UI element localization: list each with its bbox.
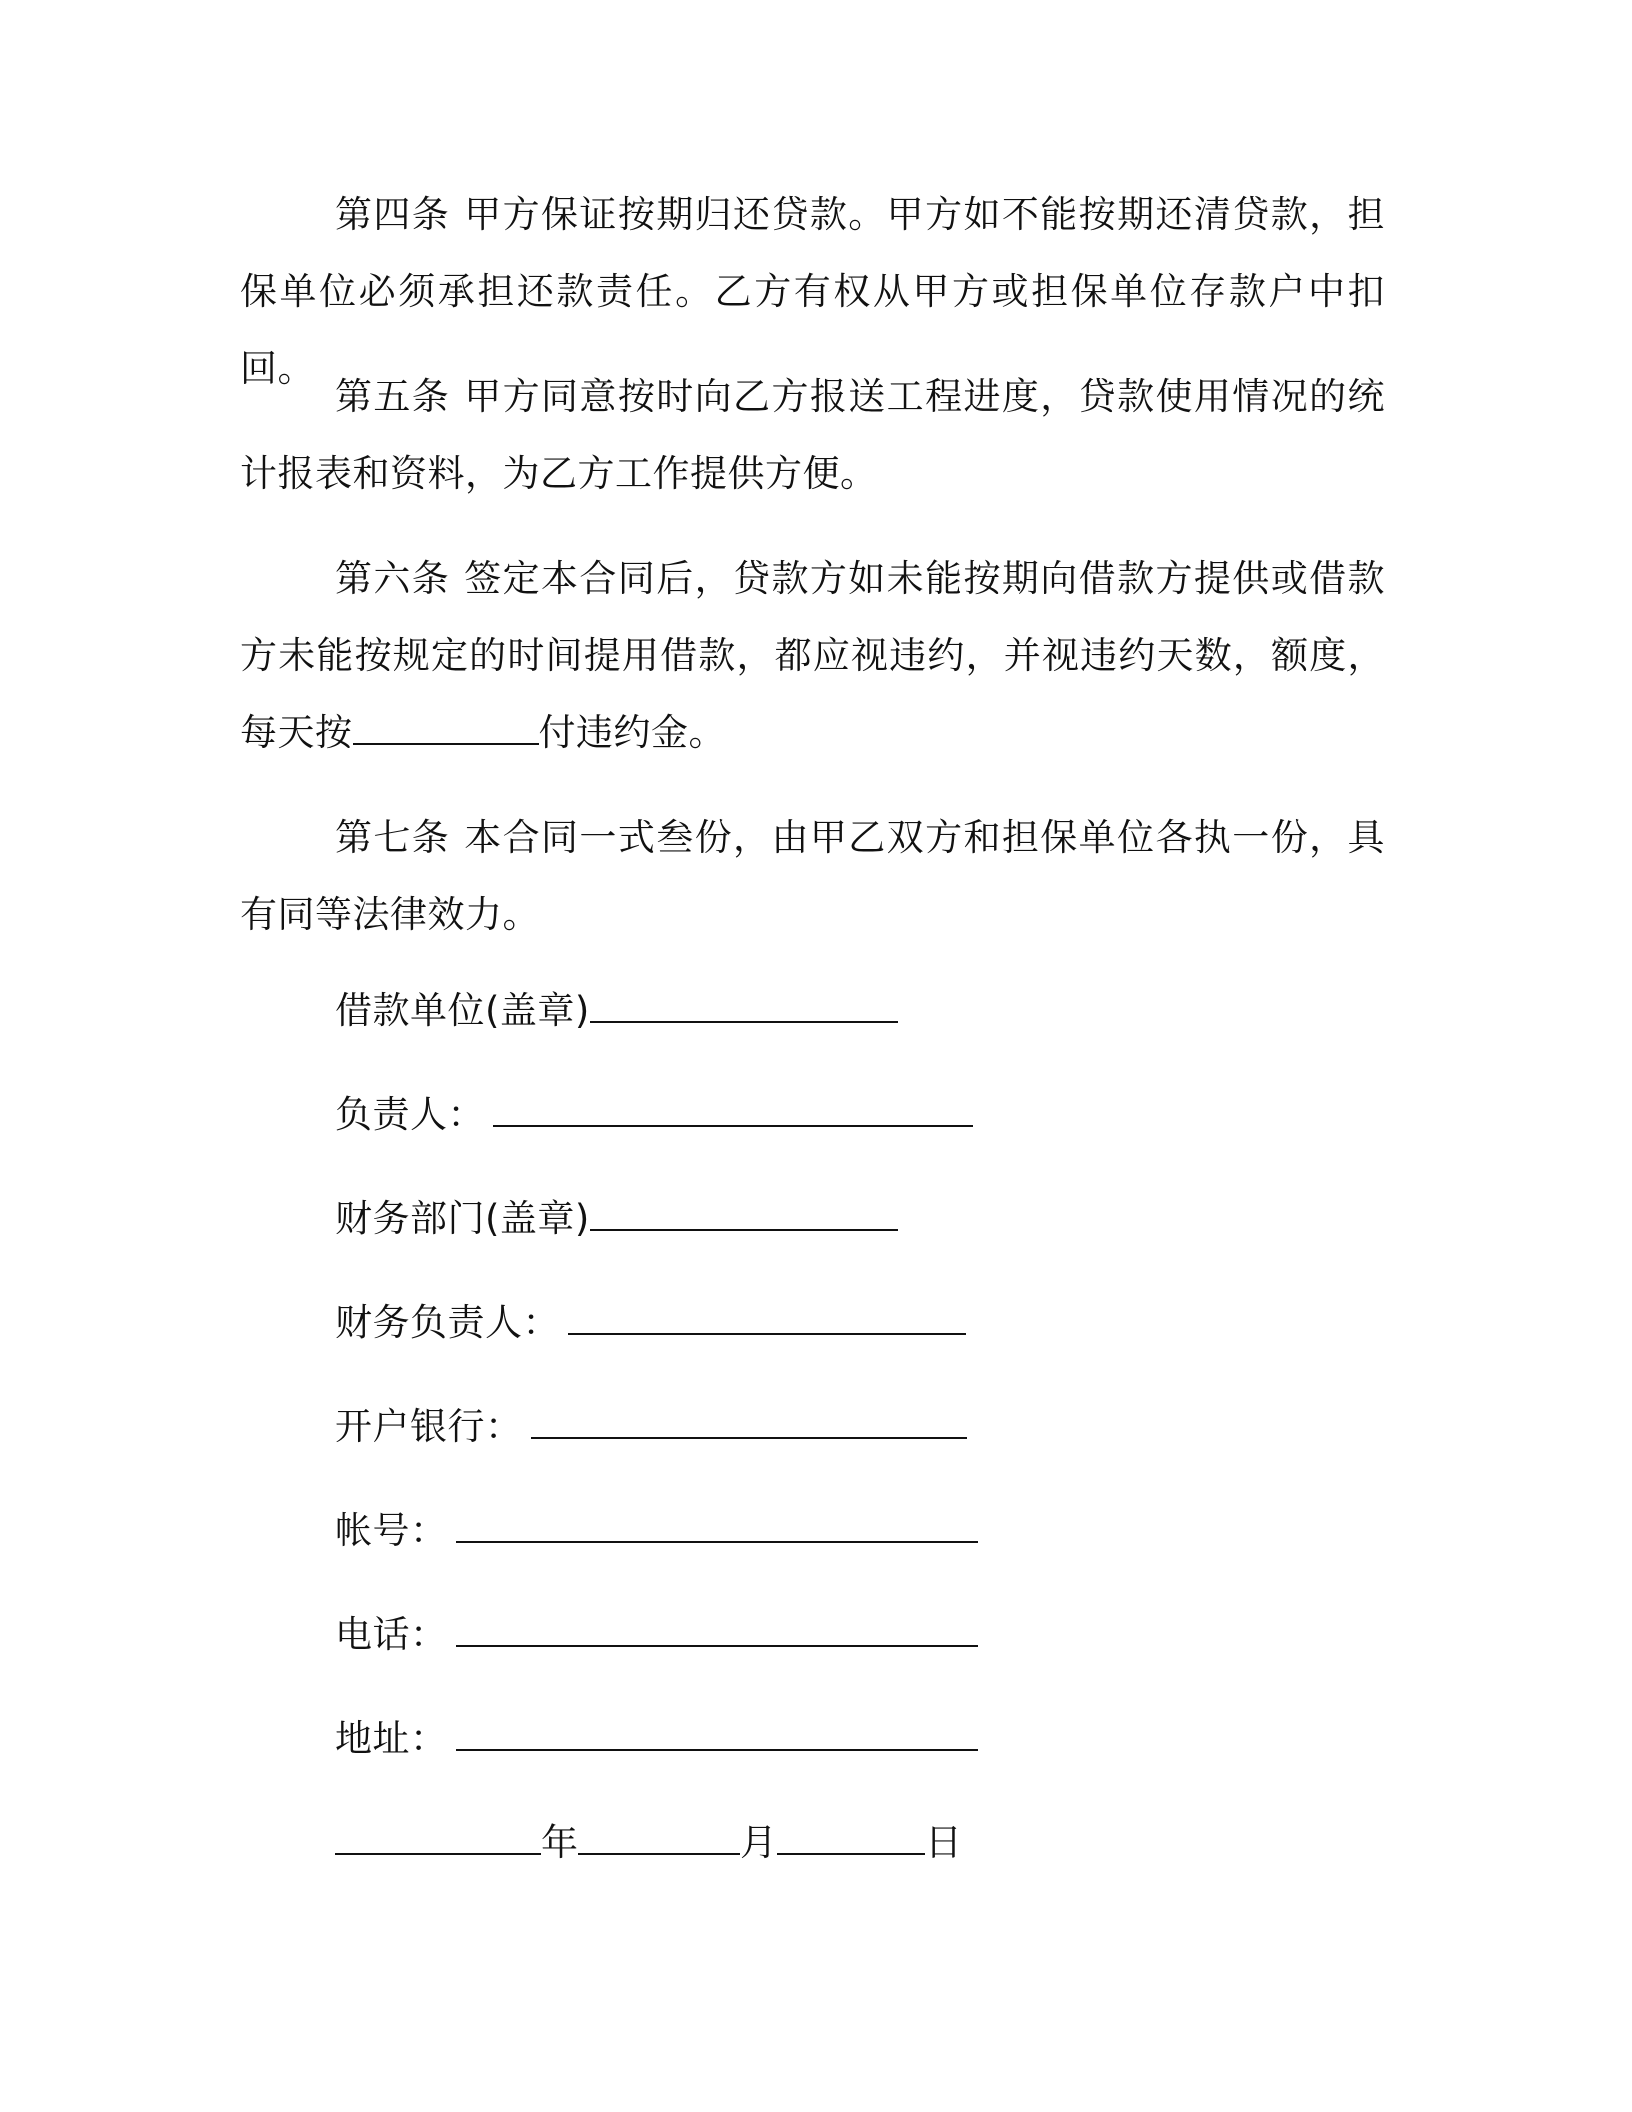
article-5 [240, 358, 1385, 512]
article-5-text: 甲方同意按时向乙方报送工程进度，贷款使用情况的统计报表和资料，为乙方工作提供方便。 [240, 375, 1386, 495]
article-4-text: 甲方保证按期归还贷款。甲方如不能按期还清贷款，担保单位必须承担还款责任。乙方有权从甲方或担保单位存款户中扣回。 [240, 193, 1386, 390]
day-blank[interactable] [777, 1817, 925, 1855]
bank-field [335, 1401, 967, 1452]
month-blank[interactable] [578, 1817, 740, 1855]
borrower-seal-blank[interactable] [590, 985, 898, 1023]
address-field [335, 1713, 978, 1764]
account-blank[interactable] [456, 1505, 978, 1543]
article-7-text: 本合同一式叁份，由甲乙双方和担保单位各执一份，具有同等法律效力。 [240, 816, 1386, 936]
responsible-person-field [335, 1089, 973, 1140]
article-7 [240, 799, 1385, 953]
phone-field [335, 1609, 978, 1660]
finance-dept-seal-blank[interactable] [590, 1193, 898, 1231]
day-label: 日 [925, 1821, 962, 1864]
bank-label: 开户银行： [335, 1405, 523, 1448]
finance-head-field [335, 1297, 966, 1348]
account-field [335, 1505, 978, 1556]
bank-blank[interactable] [531, 1401, 967, 1439]
finance-dept-seal-label: 财务部门(盖章) [335, 1197, 590, 1240]
finance-head-blank[interactable] [568, 1297, 966, 1335]
month-label: 月 [740, 1821, 777, 1864]
article-4-number: 第四条 [335, 193, 451, 236]
article-6 [240, 540, 1385, 771]
finance-dept-seal-field [335, 1193, 898, 1244]
phone-label: 电话： [335, 1613, 448, 1656]
responsible-person-blank[interactable] [493, 1089, 973, 1127]
year-label: 年 [541, 1821, 578, 1864]
article-6-number: 第六条 [335, 557, 451, 600]
year-blank[interactable] [335, 1817, 541, 1855]
borrower-seal-label: 借款单位(盖章) [335, 989, 590, 1032]
address-blank[interactable] [456, 1713, 978, 1751]
penalty-rate-blank[interactable] [353, 707, 539, 745]
phone-blank[interactable] [456, 1609, 978, 1647]
article-5-number: 第五条 [335, 375, 451, 418]
finance-head-label: 财务负责人： [335, 1301, 560, 1344]
account-label: 帐号： [335, 1509, 448, 1552]
date-row [335, 1817, 962, 1868]
article-6-text: 签定本合同后，贷款方如未能按期向借款方提供或借款方未能按规定的时间提用借款，都应视违约，并视违约天数，额度，每天按 [240, 557, 1386, 754]
article-6-text-end: 付违约金。 [538, 711, 726, 754]
responsible-person-label: 负责人： [335, 1093, 485, 1136]
article-7-number: 第七条 [335, 816, 451, 859]
address-label: 地址： [335, 1717, 448, 1760]
borrower-seal-field [335, 985, 898, 1036]
